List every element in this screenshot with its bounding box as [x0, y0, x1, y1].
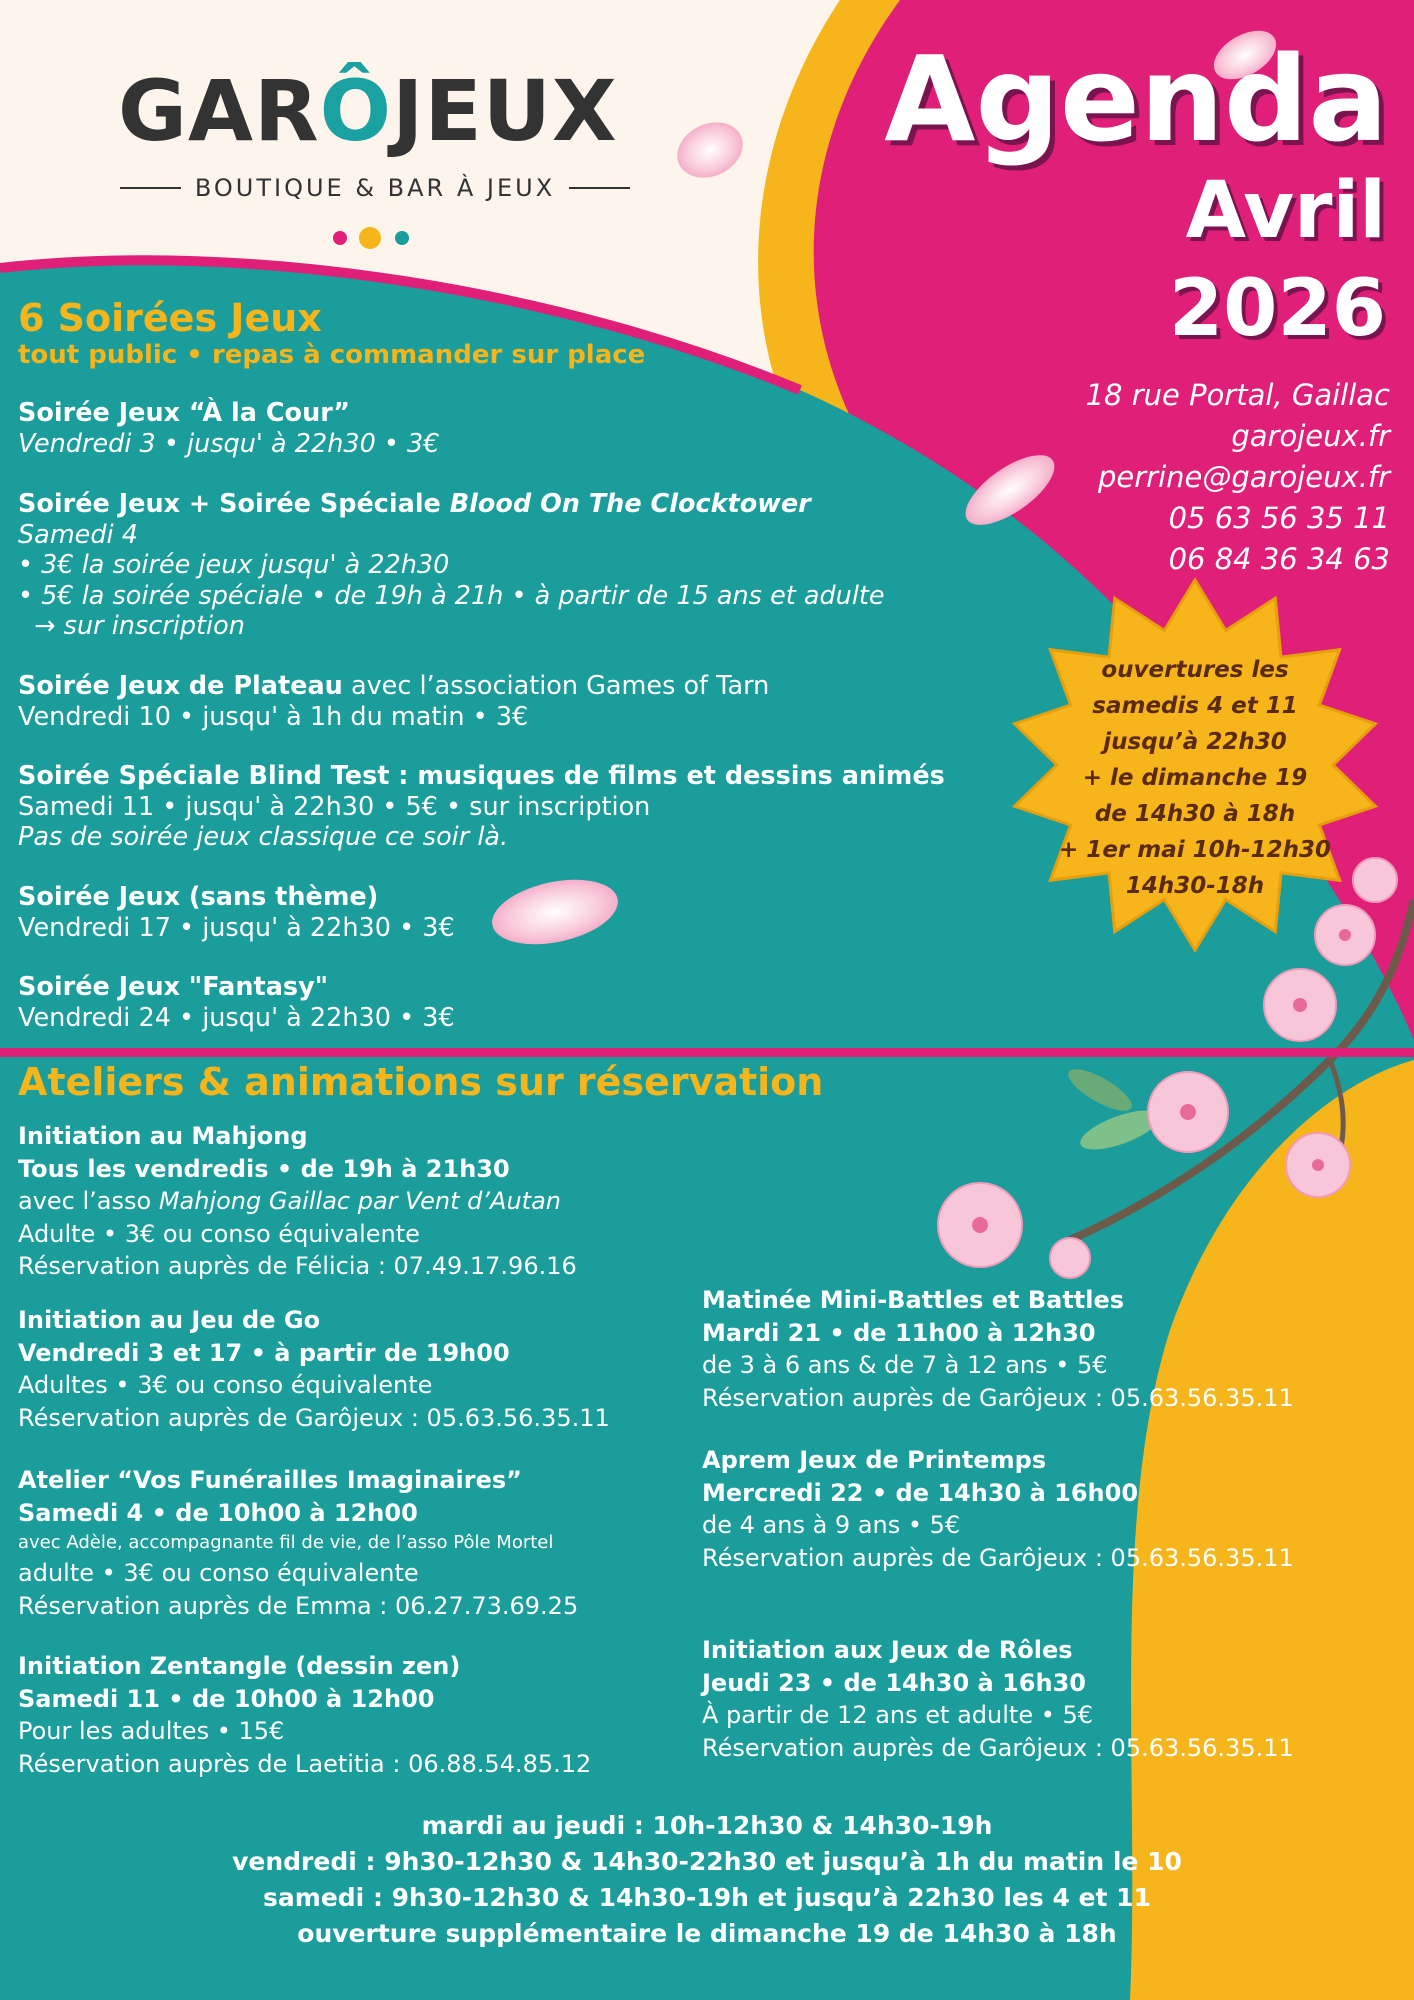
opening-hours: mardi au jeudi : 10h-12h30 & 14h30-19h vendredi : 9h30-12h30 & 14h30-22h30 et jusqu’à 1h du matin le 10 samedi : 9h30-12h30 & 14h30-19h et jusqu’à 22h30 les 4 et 11 ouverture supplémentaire le dimanche 19 de 14h30 à 18h: [232, 1811, 1182, 1948]
event-1: Soirée Jeux “À la Cour” Vendredi 3 • jusqu' à 22h30 • 3€: [18, 398, 440, 459]
atelier-zentangle: Initiation Zentangle (dessin zen) Samedi 11 • de 10h00 à 12h00 Pour les adultes • 15€ Réservation auprès de Laetitia : 06.88.54.85.12: [18, 1652, 592, 1778]
address: 18 rue Portal, Gaillac: [1085, 378, 1390, 412]
soirees-title: 6 Soirées Jeux: [18, 296, 322, 340]
phone-2: 06 84 36 34 63: [1168, 542, 1390, 576]
logo-dots-icon: [330, 225, 430, 251]
agenda-year: 2026: [1168, 264, 1386, 354]
atelier-go: Initiation au Jeu de Go Vendredi 3 et 17 • à partir de 19h00 Adultes • 3€ ou conso équivalente Réservation auprès de Garôjeux : 05.63.56.35.11: [18, 1306, 610, 1432]
contact-block: [1086, 375, 1390, 580]
event-6: Soirée Jeux "Fantasy" Vendredi 24 • jusqu' à 22h30 • 3€: [18, 972, 455, 1033]
event-4: Soirée Spéciale Blind Test : musiques de films et dessins animés Samedi 11 • jusqu' à 22h30 • 5€ • sur inscription Pas de soirée jeux classique ce soir là.: [18, 761, 945, 852]
atelier-mahjong: Initiation au Mahjong Tous les vendredis • de 19h à 21h30 avec l’asso Mahjong Gaillac par Vent d’Autan Adulte • 3€ ou conso équivalente Réservation auprès de Félicia : 07.49.17.96.16: [18, 1122, 577, 1280]
atelier-printemps: Aprem Jeux de Printemps Mercredi 22 • de 14h30 à 16h00 de 4 ans à 9 ans • 5€ Réservation auprès de Garôjeux : 05.63.56.35.11: [702, 1446, 1294, 1572]
phone-1: 05 63 56 35 11: [1168, 501, 1390, 535]
atelier-battles: Matinée Mini-Battles et Battles Mardi 21 • de 11h00 à 12h30 de 3 à 6 ans & de 7 à 12 ans • 5€ Réservation auprès de Garôjeux : 05.63.56.35.11: [702, 1286, 1294, 1412]
agenda-month: Avril: [1185, 166, 1386, 256]
logo-tagline: BOUTIQUE & BAR À JEUX: [120, 174, 630, 202]
soirees-subtitle: tout public • repas à commander sur place: [18, 340, 646, 370]
email-link[interactable]: perrine@garojeux.fr: [1097, 460, 1390, 494]
atelier-jdr: Initiation aux Jeux de Rôles Jeudi 23 • de 14h30 à 16h30 À partir de 12 ans et adulte • 5€ Réservation auprès de Garôjeux : 05.63.56.35.11: [702, 1636, 1294, 1762]
agenda-title: Agenda: [884, 30, 1388, 168]
petal-1: [668, 112, 752, 188]
website-link[interactable]: garojeux.fr: [1231, 419, 1390, 453]
event-2: Soirée Jeux + Soirée Spéciale Blood On The Clocktower Samedi 4 • 3€ la soirée jeux jusqu' à 22h30 • 5€ la soirée spéciale • de 19h à 21h • à partir de 15 ans et adulte → sur inscription: [18, 489, 885, 641]
event-3: Soirée Jeux de Plateau avec l’association Games of Tarn Vendredi 10 • jusqu' à 1h du matin • 3€: [18, 671, 770, 732]
section-divider: [0, 1048, 1414, 1057]
ateliers-title: Ateliers & animations sur réservation: [18, 1060, 824, 1104]
atelier-funerailles: Atelier “Vos Funérailles Imaginaires” Samedi 4 • de 10h00 à 12h00 avec Adèle, accompagnante fil de vie, de l’asso Pôle Mortel adulte • 3€ ou conso équivalente Réservation auprès de Emma : 06.27.73.69.25: [18, 1466, 579, 1620]
special-openings-text: ouvertures les samedis 4 et 11 jusqu’à 22h30 + le dimanche 19 de 14h30 à 18h + 1er mai 10h-12h30 14h30-18h: [1059, 657, 1331, 899]
logo-wordmark: GARÔJEUX: [118, 62, 618, 160]
event-5: Soirée Jeux (sans thème) Vendredi 17 • jusqu' à 22h30 • 3€: [18, 882, 455, 943]
